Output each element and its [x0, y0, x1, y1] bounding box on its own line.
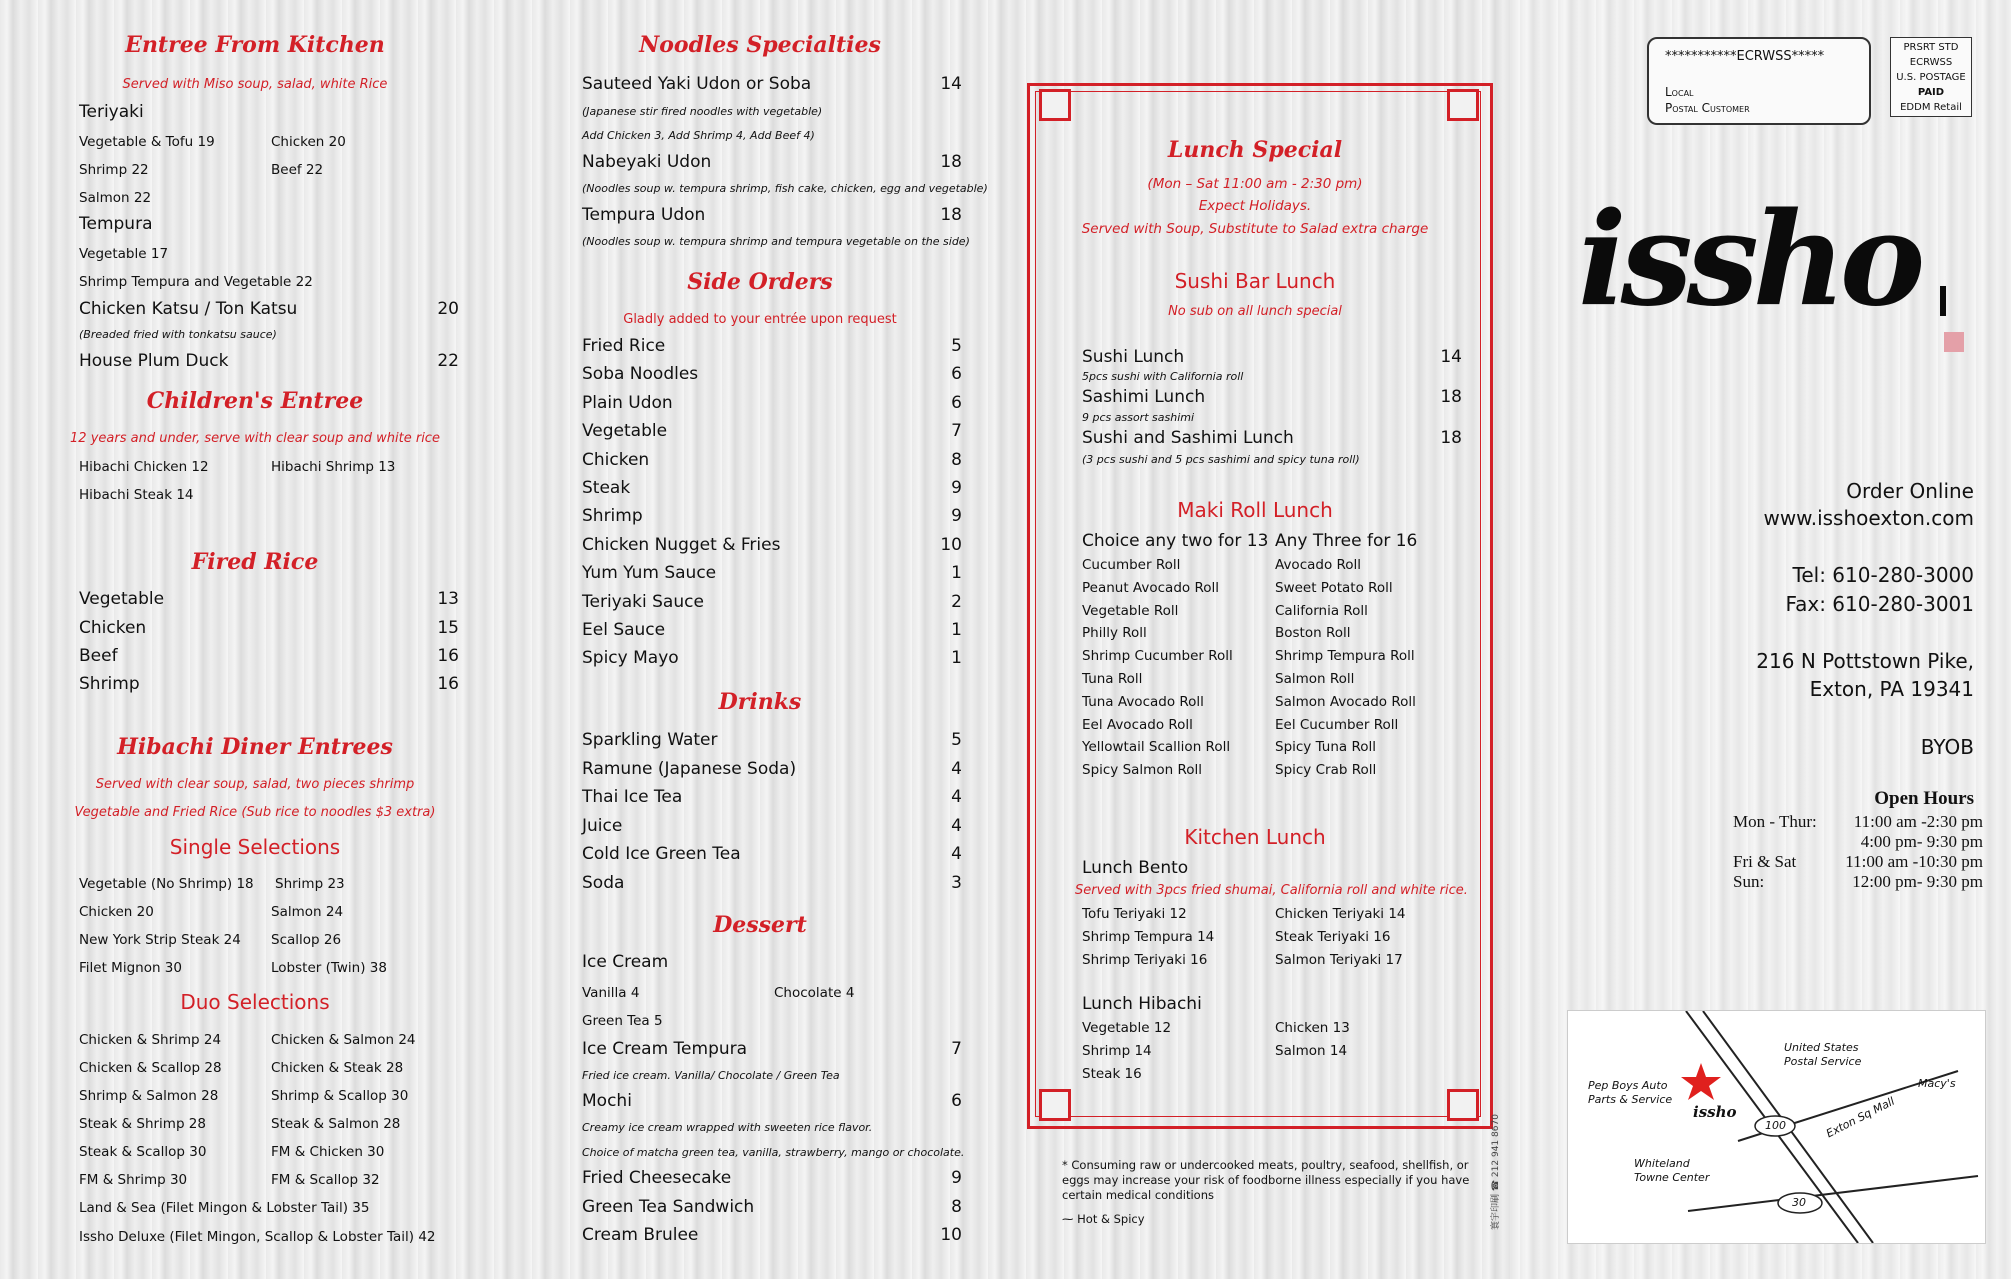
hours-time: 11:00 am -10:30 pm — [1845, 852, 1983, 871]
menu-item: Shrimp — [582, 506, 643, 527]
logo-brush-stroke — [1940, 286, 1946, 316]
menu-item: Fried Cheesecake — [582, 1168, 732, 1188]
open-hours-title: Open Hours — [1874, 788, 1974, 809]
menu-item: Ramune (Japanese Soda) — [582, 758, 797, 779]
menu-note: (Noodles soup w. tempura shrimp, fish cake, chicken, egg and vegetable) — [582, 182, 988, 195]
menu-price: 22 — [437, 351, 459, 371]
logo-seal — [1944, 332, 1964, 352]
menu-item: Chicken — [79, 618, 147, 638]
address-line-1: 216 N Pottstown Pike, — [1756, 649, 1974, 673]
menu-price: 7 — [951, 421, 962, 442]
menu-item: Steak 16 — [1082, 1066, 1142, 1082]
menu-item: Shrimp 22 — [79, 162, 149, 178]
menu-note: (Noodles soup w. tempura shrimp and tempura vegetable on the side) — [582, 235, 970, 248]
menu-item: Green Tea 5 — [582, 1013, 663, 1029]
tempura-heading: Tempura — [79, 214, 153, 234]
menu-note: (Japanese stir fired noodles with vegetable) — [582, 105, 823, 118]
menu-price: 8 — [951, 1197, 962, 1217]
menu-item: Shrimp Teriyaki 16 — [1082, 952, 1208, 968]
maki-roll-item: Shrimp Tempura Roll — [1275, 648, 1415, 665]
open-hours-table — [1733, 812, 1983, 892]
menu-price: 15 — [437, 618, 459, 638]
menu-item: Juice — [582, 815, 623, 836]
maki-roll-item: Sweet Potato Roll — [1275, 579, 1393, 596]
menu-item: Steak & Salmon 28 — [271, 1116, 401, 1132]
kitchen-lunch-title: Kitchen Lunch — [1184, 825, 1326, 849]
maki-roll-item: Spicy Salmon Roll — [1082, 762, 1202, 779]
menu-price: 9 — [951, 478, 962, 498]
menu-item: Chicken & Steak 28 — [271, 1060, 404, 1076]
dessert-title: Dessert — [713, 912, 807, 938]
byob-label: BYOB — [1920, 735, 1974, 759]
lunch-hibachi-heading: Lunch Hibachi — [1082, 994, 1202, 1014]
single-title: Single Selections — [169, 835, 341, 859]
menu-item: Steak & Scallop 30 — [79, 1144, 207, 1160]
menu-note: Creamy ice cream wrapped with sweeten rice flavor. — [582, 1121, 873, 1134]
postal-customer-label: Postal Customer — [1665, 101, 1750, 115]
menu-item: Hibachi Shrimp 13 — [271, 459, 396, 475]
menu-item: Tempura Udon — [582, 205, 706, 225]
noodles-title: Noodles Specialties — [639, 32, 881, 58]
telephone: Tel: 610-280-3000 — [1792, 563, 1974, 587]
menu-item: FM & Shrimp 30 — [79, 1172, 188, 1188]
menu-price: 5 — [951, 730, 962, 750]
sushi-bar-title: Sushi Bar Lunch — [1174, 269, 1336, 293]
lunch-holidays: Expect Holidays. — [1198, 198, 1312, 214]
hours-row — [1733, 872, 1983, 892]
menu-price: 4 — [951, 787, 962, 808]
hours-row — [1733, 832, 1983, 852]
menu-item: Eel Sauce — [582, 620, 666, 640]
lunch-served: Served with Soup, Substitute to Salad extra charge — [1081, 221, 1429, 237]
menu-item: House Plum Duck — [79, 351, 229, 371]
menu-price: 10 — [940, 534, 962, 555]
menu-price: 6 — [951, 364, 962, 385]
menu-item: Beef 22 — [271, 162, 324, 178]
menu-item: Soba Noodles — [582, 364, 699, 385]
duo-title: Duo Selections — [180, 990, 330, 1014]
menu-item: FM & Scallop 32 — [271, 1172, 380, 1188]
fax: Fax: 610-280-3001 — [1785, 592, 1974, 616]
menu-item: Shrimp 23 — [275, 876, 345, 892]
menu-item: Chicken Katsu / Ton Katsu — [79, 299, 298, 319]
menu-price: 14 — [940, 74, 962, 94]
website-link[interactable]: www.isshoexton.com — [1763, 506, 1974, 530]
menu-price: 13 — [437, 589, 459, 609]
maki-roll-item: Yellowtail Scallion Roll — [1082, 739, 1231, 756]
menu-item: Chicken & Shrimp 24 — [79, 1032, 222, 1048]
menu-item: Ice Cream Tempura — [582, 1039, 748, 1059]
children-subtitle: 12 years and under, serve with clear soup and white rice — [70, 431, 440, 446]
menu-item: Yum Yum Sauce — [582, 563, 717, 584]
menu-item: Soda — [582, 873, 625, 893]
hibachi-title: Hibachi Diner Entrees — [117, 734, 393, 760]
menu-column-2 — [540, 0, 1000, 1279]
maki-choice-two: Choice any two for 13 — [1082, 531, 1269, 551]
menu-item: Green Tea Sandwich — [582, 1197, 755, 1217]
menu-note: Choice of matcha green tea, vanilla, strawberry, mango or chocolate. — [582, 1146, 965, 1159]
maki-choice-three: Any Three for 16 — [1275, 531, 1418, 551]
menu-item: Shrimp — [79, 674, 140, 694]
menu-price: 2 — [951, 591, 962, 612]
hours-day: Sun: — [1733, 872, 1765, 891]
menu-item: Nabeyaki Udon — [582, 152, 712, 172]
map-issho-logo: issho — [1693, 1103, 1737, 1121]
menu-item: Shrimp & Salmon 28 — [79, 1088, 219, 1104]
menu-item: Shrimp 14 — [1082, 1043, 1152, 1059]
menu-item: Filet Mignon 30 — [79, 960, 182, 976]
maki-roll-item: Spicy Crab Roll — [1275, 762, 1377, 779]
maki-roll-item: Avocado Roll — [1275, 557, 1362, 573]
lunch-bento-heading: Lunch Bento — [1082, 858, 1189, 878]
menu-item: Hibachi Steak 14 — [79, 487, 194, 503]
menu-item: Vegetable — [582, 421, 668, 442]
fried-rice-title: Fired Rice — [191, 549, 319, 575]
menu-price: 18 — [1440, 387, 1462, 407]
menu-item: Chicken — [582, 449, 650, 470]
menu-item: Sushi and Sashimi Lunch — [1082, 428, 1294, 448]
menu-note: 5pcs sushi with California roll — [1082, 370, 1244, 383]
hours-time: 4:00 pm- 9:30 pm — [1860, 832, 1983, 851]
menu-item: Chicken 13 — [1275, 1020, 1350, 1036]
hibachi-subtitle: Vegetable and Fried Rice (Sub rice to noodles $3 extra) — [74, 805, 436, 820]
lunch-hours: (Mon – Sat 11:00 am - 2:30 pm) — [1147, 176, 1363, 192]
maki-roll-item: Tuna Roll — [1082, 671, 1143, 687]
menu-price: 16 — [437, 674, 459, 694]
entree-title: Entree From Kitchen — [125, 32, 385, 58]
menu-item: Shrimp Tempura 14 — [1082, 929, 1215, 945]
menu-item: Ice Cream — [582, 952, 669, 972]
menu-item: Beef — [79, 646, 118, 666]
side-orders-title: Side Orders — [687, 269, 833, 295]
menu-item: Hibachi Chicken 12 — [79, 459, 209, 475]
maki-roll-item: Cucumber Roll — [1082, 557, 1181, 573]
address-line-2: Exton, PA 19341 — [1809, 677, 1974, 701]
map-label-usps: United States Postal Service — [1784, 1041, 1862, 1068]
menu-item: Vegetable (No Shrimp) 18 — [79, 876, 254, 892]
menu-item: Sashimi Lunch — [1082, 387, 1206, 407]
menu-note: Add Chicken 3, Add Shrimp 4, Add Beef 4) — [582, 129, 815, 142]
menu-item: Sparkling Water — [582, 730, 718, 750]
order-online: Order Online — [1846, 479, 1974, 503]
menu-item: Issho Deluxe (Filet Mingon, Scallop & Lobster Tail) 42 — [79, 1229, 436, 1245]
teriyaki-heading: Teriyaki — [79, 102, 144, 122]
menu-note: (Breaded fried with tonkatsu sauce) — [79, 328, 277, 341]
menu-price: 8 — [951, 449, 962, 470]
map-label-mall: Exton Sq Mall — [1824, 1094, 1897, 1141]
route-100-label: 100 — [1765, 1119, 1786, 1132]
menu-item: Steak — [582, 478, 631, 498]
local-label: Local — [1665, 85, 1694, 99]
menu-item: Chicken Teriyaki 14 — [1275, 906, 1406, 922]
menu-item: Vegetable & Tofu 19 — [79, 134, 215, 150]
menu-item: Land & Sea (Filet Mingon & Lobster Tail) 35 — [79, 1200, 370, 1216]
maki-roll-item: Eel Avocado Roll — [1082, 716, 1193, 733]
menu-price: 9 — [951, 506, 962, 527]
menu-item: Scallop 26 — [271, 932, 342, 948]
hours-time: 11:00 am -2:30 pm — [1853, 812, 1983, 831]
menu-price: 10 — [940, 1225, 962, 1245]
lunch-bento-subtitle: Served with 3pcs fried shumai, California roll and white rice. — [1075, 883, 1468, 898]
menu-item: Vegetable 17 — [79, 246, 169, 262]
menu-item: Salmon 22 — [79, 190, 152, 206]
menu-item: Sauteed Yaki Udon or Soba — [582, 74, 812, 94]
menu-item: Chocolate 4 — [774, 985, 855, 1001]
menu-item: Chicken Nugget & Fries — [582, 534, 781, 555]
maki-roll-item: Spicy Tuna Roll — [1275, 739, 1376, 756]
maki-roll-item: Tuna Avocado Roll — [1082, 693, 1204, 710]
menu-item: Chicken 20 — [79, 904, 154, 920]
menu-item: Teriyaki Sauce — [582, 591, 704, 612]
printer-credit: 寰宇印刷 ☎ 212 941 8670 — [1491, 1114, 1501, 1230]
maki-roll-item: Shrimp Cucumber Roll — [1082, 648, 1233, 665]
menu-price: 18 — [940, 152, 962, 172]
hours-day: Fri & Sat — [1733, 852, 1797, 871]
map-label-whiteland: Whiteland Towne Center — [1634, 1157, 1710, 1184]
menu-item: Fried Rice — [582, 336, 666, 356]
maki-roll-item: Boston Roll — [1275, 625, 1351, 642]
menu-item: Cream Brulee — [582, 1225, 699, 1245]
mail-code: ***********ECRWSS***** — [1665, 49, 1825, 64]
maki-roll-item: Salmon Roll — [1275, 671, 1355, 687]
map-label-pepboys: Pep Boys Auto Parts & Service — [1588, 1079, 1673, 1106]
menu-price: 7 — [951, 1039, 962, 1059]
menu-item: Salmon Teriyaki 17 — [1275, 952, 1403, 968]
location-map — [1567, 1010, 1986, 1244]
sushi-bar-subtitle: No sub on all lunch special — [1168, 304, 1342, 319]
lunch-special-column — [1020, 0, 1510, 1279]
address-label — [1647, 37, 1871, 125]
hours-day: Mon - Thur: — [1733, 812, 1817, 831]
maki-title: Maki Roll Lunch — [1177, 498, 1333, 522]
food-warning: * Consuming raw or undercooked meats, poultry, seafood, shellfish, or eggs may increase your risk of foodborne illness especially if you have certain medical conditions — [1062, 1158, 1470, 1202]
issho-logo: issho — [1578, 185, 1920, 335]
menu-price: 14 — [1440, 347, 1462, 367]
menu-item: FM & Chicken 30 — [271, 1144, 385, 1160]
route-30-label: 30 — [1792, 1196, 1806, 1209]
menu-item: Steak & Shrimp 28 — [79, 1116, 206, 1132]
menu-item: Shrimp & Scallop 30 — [271, 1088, 409, 1104]
hot-spicy-legend: ⁓ Hot & Spicy — [1062, 1212, 1145, 1226]
maki-roll-item: Philly Roll — [1082, 625, 1147, 642]
menu-note: (3 pcs sushi and 5 pcs sashimi and spicy tuna roll) — [1082, 453, 1360, 466]
menu-item: Spicy Mayo — [582, 648, 679, 669]
menu-item: Steak Teriyaki 16 — [1275, 929, 1391, 945]
map-label-macys: Macy's — [1918, 1077, 1956, 1090]
hibachi-subtitle: Served with clear soup, salad, two pieces shrimp — [95, 777, 415, 792]
maki-roll-item: Peanut Avocado Roll — [1082, 579, 1219, 596]
menu-item: Sushi Lunch — [1082, 347, 1185, 367]
star-location-icon — [1681, 1063, 1721, 1100]
menu-item: Chicken & Salmon 24 — [271, 1032, 416, 1048]
maki-roll-item: Vegetable Roll — [1082, 602, 1179, 619]
hours-row — [1733, 852, 1983, 872]
hours-row — [1733, 812, 1983, 832]
drinks-title: Drinks — [718, 689, 802, 715]
menu-price: 6 — [951, 1091, 962, 1111]
menu-item: Chicken 20 — [271, 134, 346, 150]
menu-note: 9 pcs assort sashimi — [1082, 411, 1195, 424]
menu-item: Chicken & Scallop 28 — [79, 1060, 222, 1076]
menu-price: 18 — [940, 205, 962, 225]
side-orders-subtitle: Gladly added to your entrée upon request — [623, 312, 897, 327]
menu-price: 1 — [951, 620, 962, 640]
menu-price: 4 — [951, 844, 962, 865]
menu-item: Salmon 14 — [1275, 1043, 1348, 1059]
menu-price: 16 — [437, 646, 459, 666]
maki-roll-item: Eel Cucumber Roll — [1275, 716, 1399, 733]
menu-price: 3 — [951, 873, 962, 893]
maki-roll-item: Salmon Avocado Roll — [1275, 693, 1416, 710]
menu-note: Fried ice cream. Vanilla/ Chocolate / Green Tea — [582, 1069, 840, 1082]
children-title: Children's Entree — [146, 388, 364, 414]
menu-price: 9 — [951, 1168, 962, 1188]
menu-item: Mochi — [582, 1091, 632, 1111]
lunch-special-title: Lunch Special — [1167, 137, 1343, 163]
menu-item: New York Strip Steak 24 — [79, 932, 241, 948]
menu-price: 1 — [951, 563, 962, 584]
menu-price: 20 — [437, 299, 459, 319]
menu-price: 1 — [951, 648, 962, 669]
menu-item: Lobster (Twin) 38 — [271, 960, 387, 976]
menu-price: 18 — [1440, 428, 1462, 448]
chili-pepper-icon: ⁓ — [1062, 1212, 1078, 1226]
menu-price: 5 — [951, 336, 962, 356]
menu-item: Thai Ice Tea — [582, 787, 683, 808]
menu-item: Cold Ice Green Tea — [582, 844, 741, 865]
mailer-panel — [1510, 0, 2011, 1279]
menu-item: Plain Udon — [582, 392, 673, 413]
menu-item: Vegetable 12 — [1082, 1020, 1172, 1036]
menu-price: 6 — [951, 392, 962, 413]
menu-item: Shrimp Tempura and Vegetable 22 — [79, 274, 313, 290]
menu-item: Vegetable — [79, 589, 165, 609]
entree-subtitle: Served with Miso soup, salad, white Rice — [122, 77, 388, 92]
menu-item: Vanilla 4 — [582, 985, 640, 1001]
menu-item: Tofu Teriyaki 12 — [1082, 906, 1187, 922]
menu-price: 4 — [951, 815, 962, 836]
menu-item: Salmon 24 — [271, 904, 344, 920]
menu-column-1 — [0, 0, 520, 1279]
menu-price: 4 — [951, 758, 962, 779]
maki-roll-item: California Roll — [1275, 602, 1368, 619]
hours-time: 12:00 pm- 9:30 pm — [1852, 872, 1983, 891]
postage-stamp: PRSRT STD ECRWSS U.S. POSTAGE PAID EDDM Retail — [1890, 37, 1972, 117]
asterisk-icon: * — [1062, 1158, 1072, 1172]
